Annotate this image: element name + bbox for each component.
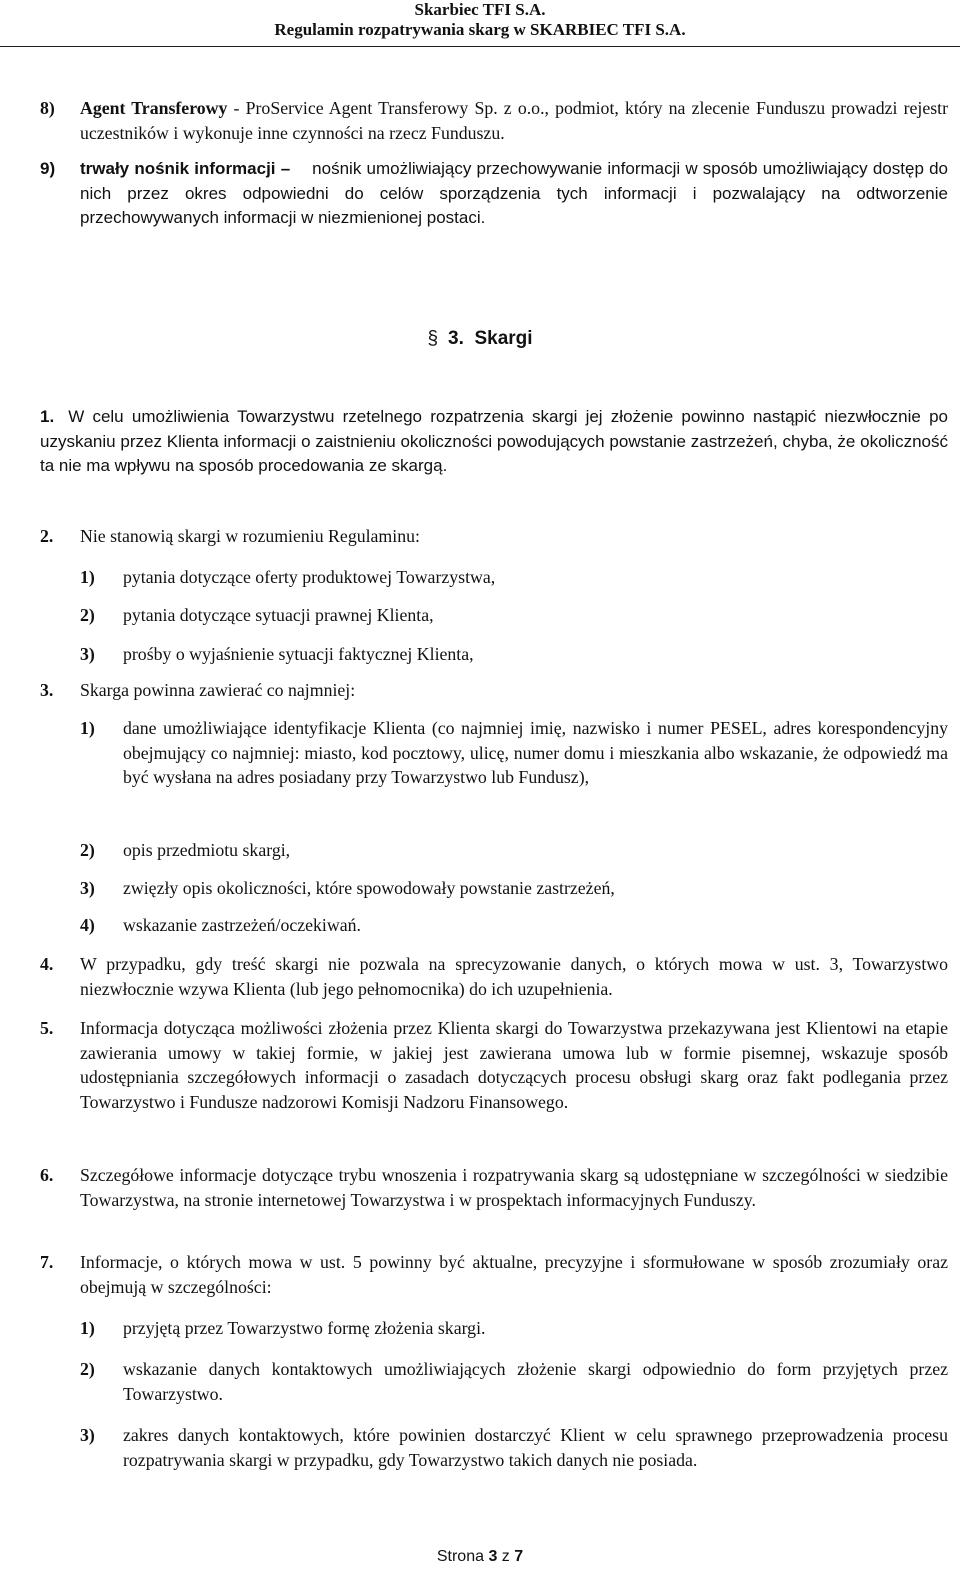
list-item-number: 1) bbox=[80, 567, 95, 587]
page-header bbox=[0, 0, 960, 40]
paragraph-text: Informacje, o których mowa w ust. 5 powinny być aktualne, precyzyjne i sformułowane w sposób zrozumiały oraz obejmują w szczególności: bbox=[80, 1252, 948, 1297]
paragraph-text: Informacja dotycząca możliwości złożenia przez Klienta skargi do Towarzystwa przekazywana jest Klientowi na etapie zawierania umowy w takiej formie, w jakiej jest zawierana umowa lub w formie pisemnej, wskazuje sposób udostępniania szczegółowych informacji o zasadach dotyczących procesu obsługi skarg oraz fakt podlegania przez Towarzystwo i Fundusze nadzorowi Komisji Nadzoru Finansowego. bbox=[80, 1018, 948, 1112]
list-item-number: 3) bbox=[80, 644, 95, 664]
definition-term: trwały nośnik informacji – bbox=[80, 159, 291, 178]
list-item-text: wskazanie danych kontaktowych umożliwiających złożenie skargi odpowiednio do form przyjętych przez Towarzystwo. bbox=[123, 1359, 948, 1404]
paragraph-number: 4. bbox=[40, 954, 54, 974]
paragraph-text: Szczegółowe informacje dotyczące trybu wnoszenia i rozpatrywania skarg są udostępniane w szczególności w siedzibie Towarzystwa, na stronie internetowej Towarzystwa i w prospektach informacyjnych Funduszy. bbox=[80, 1165, 948, 1210]
list-item-text: wskazanie zastrzeżeń/oczekiwań. bbox=[123, 915, 361, 935]
list-item-number: 4) bbox=[80, 915, 95, 935]
footer-label: Strona bbox=[436, 1548, 484, 1565]
paragraph-number: 6. bbox=[40, 1165, 54, 1185]
paragraph-text: Skarga powinna zawierać co najmniej: bbox=[80, 680, 356, 700]
list-item-text: pytania dotyczące sytuacji prawnej Klienta, bbox=[123, 605, 434, 625]
definition-number: 9) bbox=[40, 159, 56, 178]
paragraph-number: 5. bbox=[40, 1018, 54, 1038]
paragraph-number: 2. bbox=[40, 526, 54, 546]
paragraph-1 bbox=[40, 405, 948, 479]
list-item-text: przyjętą przez Towarzystwo formę złożenia skargi. bbox=[123, 1318, 486, 1338]
footer-total-pages: 7 bbox=[514, 1548, 524, 1565]
section-number: 3. bbox=[448, 328, 464, 349]
definition-text: nośnik umożliwiający przechowywanie informacji w sposób umożliwiający dostęp do nich przez okres odpowiedni do celów sporządzenia tych informacji i pozwalający na odtworzenie przechowywanych informacji w niezmienionej postaci. bbox=[80, 159, 948, 228]
header-company: Skarbiec TFI S.A. bbox=[414, 0, 546, 19]
footer-separator: z bbox=[501, 1548, 510, 1565]
definition-term: Agent Transferowy bbox=[80, 98, 228, 118]
section-name: Skargi bbox=[474, 328, 533, 349]
list-item-number: 1) bbox=[80, 718, 95, 738]
page-footer bbox=[0, 1548, 960, 1566]
list-item-number: 3) bbox=[80, 878, 95, 898]
list-item-number: 2) bbox=[80, 1359, 95, 1379]
paragraph-text: W celu umożliwienia Towarzystwu rzetelnego rozpatrzenia skargi jej złożenie powinno nastąpić niezwłocznie po uzyskaniu przez Klienta informacji o zaistnieniu okoliczności powodujących powstanie zastrzeżeń, chyba, że okoliczność ta nie ma wpływu na sposób procedowania ze skargą. bbox=[40, 407, 948, 475]
paragraph-text: Nie stanowią skargi w rozumieniu Regulaminu: bbox=[80, 526, 420, 546]
list-item-text: pytania dotyczące oferty produktowej Towarzystwa, bbox=[123, 567, 496, 587]
paragraph-number: 1. bbox=[40, 407, 55, 426]
section-symbol: § bbox=[427, 328, 439, 349]
definition-text: - ProService Agent Transferowy Sp. z o.o., podmiot, który na zlecenie Funduszu prowadzi rejestr uczestników i wykonuje inne czynności na rzecz Funduszu. bbox=[80, 98, 948, 143]
section-title bbox=[0, 328, 960, 350]
list-item-text: prośby o wyjaśnienie sytuacji faktycznej Klienta, bbox=[123, 644, 474, 664]
list-item-text: opis przedmiotu skargi, bbox=[123, 840, 291, 860]
list-item-number: 2) bbox=[80, 605, 95, 625]
list-item-text: zakres danych kontaktowych, które powinien dostarczyć Klient w celu sprawnego przeprowadzenia procesu rozpatrywania skargi w przypadku, gdy Towarzystwo takich danych nie posiada. bbox=[123, 1425, 948, 1470]
list-item-text: zwięzły opis okoliczności, które spowodowały powstanie zastrzeżeń, bbox=[123, 878, 615, 898]
paragraph-number: 7. bbox=[40, 1252, 54, 1272]
list-item-number: 2) bbox=[80, 840, 95, 860]
header-document-title: Regulamin rozpatrywania skarg w SKARBIEC TFI S.A. bbox=[274, 20, 686, 39]
paragraph-text: W przypadku, gdy treść skargi nie pozwala na sprecyzowanie danych, o których mowa w ust. 3, Towarzystwo niezwłocznie wzywa Klienta (lub jego pełnomocnika) do ich uzupełnienia. bbox=[80, 954, 948, 999]
header-rule bbox=[0, 46, 960, 47]
definition-number: 8) bbox=[40, 98, 55, 118]
footer-current-page: 3 bbox=[488, 1548, 498, 1565]
paragraph-number: 3. bbox=[40, 680, 54, 700]
list-item-number: 1) bbox=[80, 1318, 95, 1338]
list-item-text: dane umożliwiające identyfikacje Klienta (co najmniej imię, nazwisko i numer PESEL, adres korespondencyjny obejmujący co najmniej: miasto, kod pocztowy, ulicę, numer domu i mieszkania albo wskazanie, że odpowiedź ma być wysłana na adres posiadany przy Towarzystwo lub Fundusz), bbox=[123, 718, 948, 788]
list-item-number: 3) bbox=[80, 1425, 95, 1445]
